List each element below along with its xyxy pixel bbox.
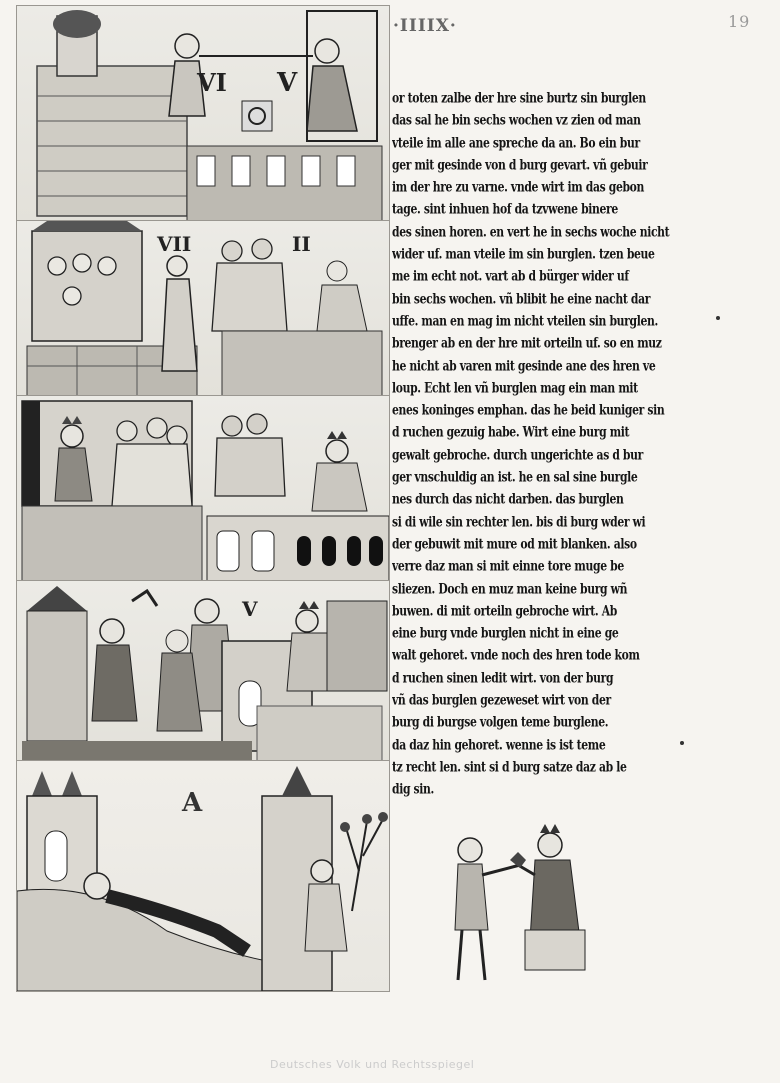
- text-line: im der hre zu varne. vnde wirt im das gebon: [392, 179, 645, 196]
- text-line: or toten zalbe der hre sine burtz sin burglen: [392, 90, 646, 107]
- illustration-panel-4: [16, 580, 390, 762]
- text-line: verre daz man si mit einne tore muge be: [392, 558, 624, 575]
- manuscript-text-column: [392, 88, 684, 802]
- text-line: burg di burgse volgen teme burglene.: [392, 714, 609, 731]
- text-line: vteile im alle ane spreche da an. Bo ein bur: [392, 134, 640, 152]
- text-line: loup. Echt len vñ burglen mag ein man mit: [392, 380, 638, 397]
- illustration-panel-3: [16, 395, 390, 582]
- text-line: der gebuwit mit mure od mit blanken. also: [392, 536, 637, 553]
- text-line: tage. sint inhuen hof da tzvwene binere: [392, 201, 618, 218]
- text-line: ger vnschuldig an ist. he en sal sine burgle: [392, 469, 638, 486]
- text-line: des sinen horen. en vert he in sechs woche nicht: [392, 223, 670, 241]
- folio-number: 19: [728, 12, 751, 31]
- text-line: ger mit gesinde von d burg gevart. vñ gebuir: [392, 157, 648, 174]
- text-line: das sal he bin sechs wochen vz zien od man: [392, 112, 641, 129]
- text-line: da daz hin gehoret. wenne is ist teme: [392, 736, 606, 754]
- townspeople-scene-drawing: [17, 221, 389, 396]
- text-line: me im echt not. vart ab d bürger wider uf: [392, 268, 629, 285]
- panel-letter: V: [277, 68, 298, 98]
- panel-letter: V: [242, 597, 258, 621]
- text-line: he nicht ab varen mit gesinde ane des hren ve: [392, 357, 656, 375]
- text-line: gewalt gebroche. durch ungerichte as d bur: [392, 446, 643, 464]
- text-line: buwen. di mit orteiln gebroche wirt. Ab: [392, 603, 617, 620]
- margin-dot: [716, 316, 720, 320]
- illustration-column: [16, 5, 388, 995]
- text-line: eine burg vnde burglen nicht in eine ge: [392, 625, 619, 642]
- text-line: vñ das burglen gezeweset wirt von der: [392, 692, 611, 709]
- illustration-panel-1: [16, 5, 390, 222]
- text-line: enes koninges emphan. das he beid kuniger sin: [392, 402, 665, 419]
- handover-figures-drawing: [440, 820, 600, 990]
- panel-letter: II: [292, 232, 311, 256]
- sleeping-figure-scene-drawing: [17, 761, 389, 991]
- panel-letter: A: [182, 788, 203, 818]
- text-line: sliezen. Doch en muz man keine burg wñ: [392, 580, 628, 597]
- text-line: wider uf. man vteile im sin burglen. tzen beue: [392, 246, 655, 263]
- kings-scene-drawing: [17, 396, 389, 581]
- text-line: tz recht len. sint si d burg satze daz ab le: [392, 759, 627, 776]
- text-line: d ruchen gezuig habe. Wirt eine burg mit: [392, 424, 630, 441]
- text-line: walt gehoret. vnde noch des hren tode kom: [392, 647, 640, 664]
- illustration-panel-5: [16, 760, 390, 992]
- text-line: brenger ab en der hre mit orteiln uf. so en muz: [392, 335, 662, 352]
- margin-dot: [680, 741, 684, 745]
- illustration-panel-2: [16, 220, 390, 397]
- text-line: bin sechs wochen. vñ blibit he eine nacht dar: [392, 290, 651, 308]
- text-line: si di wile sin rechter len. bis di burg wder wi: [392, 513, 646, 531]
- panel-letter: VI: [197, 68, 227, 97]
- building-scene-drawing: [17, 581, 389, 761]
- text-line: nes durch das nicht darben. das burglen: [392, 491, 624, 508]
- text-line: dig sin.: [392, 781, 434, 798]
- footer-stamp: Deutsches Volk und Rechtsspiegel: [270, 1058, 475, 1071]
- castle-scene-drawing: [17, 6, 389, 221]
- panel-letter: VII: [157, 232, 192, 256]
- chapter-mark: ·IIIIX·: [393, 16, 457, 36]
- text-line: d ruchen sinen ledit wirt. von der burg: [392, 669, 614, 687]
- text-line: uffe. man en mag im nicht vteilen sin burglen.: [392, 313, 658, 330]
